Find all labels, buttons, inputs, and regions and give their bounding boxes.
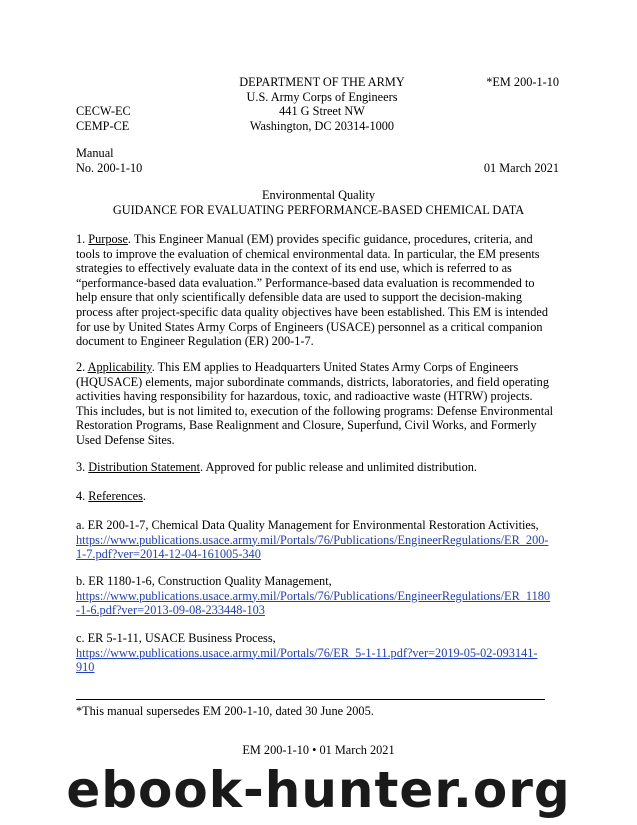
- reference-item: [76, 631, 562, 675]
- reference-link[interactable]: https://www.publications.usace.army.mil/Portals/76/Publications/EngineerRegulations/ER_1180: [76, 588, 551, 603]
- purpose-line: tools to improve the evaluation of chemical environmental data. In particular, the EM presents: [76, 246, 540, 261]
- applicability-line-1: 2. Applicability. This EM applies to Headquarters United States Army Corps of Engineers: [76, 360, 519, 374]
- purpose-line: help ensure that only scientifically defensible data are used to support the decision-making: [76, 290, 522, 305]
- page-footer: EM 200-1-10 • 01 March 2021: [242, 743, 395, 757]
- applicability-line: activities having responsibility for hazardous, toxic, and radioactive waste (HTRW) projects.: [76, 389, 533, 404]
- applicability-heading: Applicability: [87, 360, 152, 374]
- reference-link[interactable]: 910: [76, 660, 95, 675]
- manual-label: Manual: [76, 146, 114, 160]
- purpose-line: “performance-based data evaluation.” Performance-based data evaluation is recommended to: [76, 275, 535, 290]
- city-address: Washington, DC 20314-1000: [249, 118, 395, 133]
- references-heading: References: [88, 489, 143, 503]
- references-section: 4. References.: [76, 489, 146, 503]
- purpose-line: for use by United States Army Corps of Engineers (USACE) personnel as a critical companion: [76, 319, 543, 334]
- distribution-section: 3. Distribution Statement. Approved for public release and unlimited distribution.: [76, 460, 477, 474]
- watermark-text: ebook-hunter.org: [66, 761, 571, 819]
- purpose-heading: Purpose: [88, 232, 128, 246]
- agency-name: U.S. Army Corps of Engineers: [246, 89, 398, 104]
- purpose-line: document to Engineer Regulation (ER) 200-1-7.: [76, 334, 314, 349]
- purpose-line-1: 1. Purpose. This Engineer Manual (EM) provides specific guidance, procedures, criteria, and: [76, 232, 533, 246]
- reference-item: [76, 574, 562, 618]
- document-title: GUIDANCE FOR EVALUATING PERFORMANCE-BASED CHEMICAL DATA: [112, 203, 525, 217]
- office-code-1: CECW-EC: [76, 104, 131, 118]
- reference-title: a. ER 200-1-7, Chemical Data Quality Management for Environmental Restoration Activities,: [76, 518, 539, 532]
- purpose-section: [76, 232, 562, 349]
- reference-link[interactable]: -1-6.pdf?ver=2013-09-08-233448-103: [76, 603, 265, 618]
- reference-title: c. ER 5-1-11, USACE Business Process,: [76, 631, 276, 645]
- department-name: DEPARTMENT OF THE ARMY: [239, 75, 405, 89]
- letterhead: [190, 75, 454, 133]
- distribution-heading: Distribution Statement: [88, 460, 200, 474]
- reference-link[interactable]: https://www.publications.usace.army.mil/Portals/76/ER_5-1-11.pdf?ver=2019-05-02-093141-: [76, 645, 538, 660]
- applicability-line: Restoration Programs, Base Realignment and Closure, Superfund, Civil Works, and Formerly: [76, 418, 537, 433]
- reference-link[interactable]: https://www.publications.usace.army.mil/Portals/76/Publications/EngineerRegulations/ER_200-: [76, 532, 549, 547]
- topic-heading: Environmental Quality: [261, 188, 376, 202]
- document-id: *EM 200-1-10: [486, 75, 559, 89]
- reference-link[interactable]: 1-7.pdf?ver=2014-12-04-161005-340: [76, 547, 261, 562]
- footnote: *This manual supersedes EM 200-1-10, dated 30 June 2005.: [76, 704, 374, 718]
- footnote-divider: [76, 699, 545, 700]
- purpose-line: process after project-specific data quality objectives have been established. This EM is intended: [76, 304, 549, 319]
- street-address: 441 G Street NW: [279, 104, 365, 119]
- document-date: 01 March 2021: [483, 161, 559, 175]
- applicability-section: [76, 360, 562, 448]
- applicability-line: Used Defense Sites.: [76, 432, 175, 447]
- applicability-line: This includes, but is not limited to, execution of the following programs: Defense Environmental: [76, 403, 554, 418]
- reference-title: b. ER 1180-1-6, Construction Quality Management,: [76, 574, 332, 588]
- reference-item: [76, 518, 562, 562]
- manual-number: No. 200-1-10: [76, 161, 143, 175]
- applicability-line: (HQUSACE) elements, major subordinate commands, districts, laboratories, and field operating: [76, 374, 549, 389]
- purpose-line: strategies to effectively evaluate data in the context of its end use, which is referred to as: [76, 261, 512, 276]
- office-code-2: CEMP-CE: [76, 119, 130, 133]
